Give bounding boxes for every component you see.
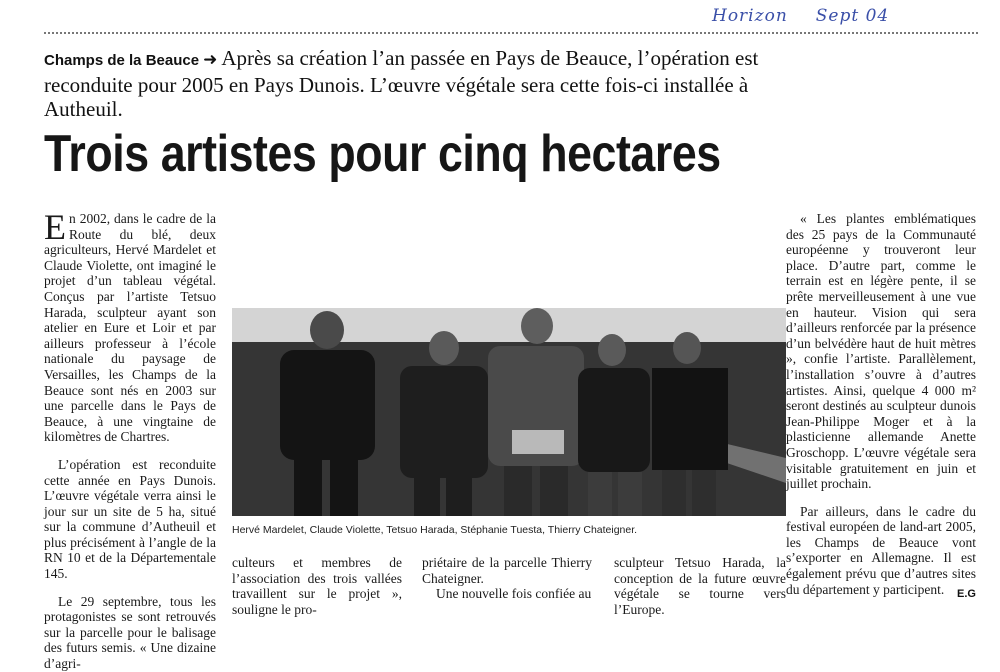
article-column-3 [422, 555, 592, 602]
article-column-4 [614, 555, 786, 617]
photo-caption: Hervé Mardelet, Claude Violette, Tetsuo Harada, Stéphanie Tuesta, Thierry Chateigner. [232, 524, 638, 536]
arrow-right-icon: ➜ [203, 50, 218, 70]
col1-paragraph-2: L’opération est reconduite cette année en Pays Dunois. L’œuvre végétale verra ainsi le jour sur un site de 5 ha, situé sur la commune d’Autheuil et plus précisément à l’angle de la RN 10 et de la Départementale 145. [44, 456, 216, 582]
col3-text-1: priétaire de la parcelle Thierry Chateigner. [422, 555, 592, 586]
kicker-text: Après sa création l’an passée en Pays de Beauce, l’opération est reconduite pour 2005 en Pays Dunois. L’œuvre végétale sera cette fois-ci installée à Autheuil. [44, 46, 759, 121]
handnote-publication: Horizon [712, 6, 788, 26]
article-column-2 [232, 555, 402, 617]
col2-text: culteurs et membres de l’association des trois vallées travaillent sur le projet », souligne le pro- [232, 555, 402, 617]
group-photo [232, 308, 786, 516]
handwritten-note [712, 6, 917, 26]
article-column-1 [44, 207, 216, 672]
drop-cap: E [44, 207, 66, 247]
col3-text-2: Une nouvelle fois confiée au [436, 586, 592, 602]
dotted-rule [44, 32, 978, 34]
handnote-date: Sept 04 [815, 6, 890, 26]
photo-illustration [232, 308, 786, 516]
col1-paragraph-1-text: n 2002, dans le cadre de la Route du blé, deux agriculteurs, Hervé Mardelet et Claude Violette, ont imaginé le projet d’un tableau végétal. Conçus par l’artiste Tetsuo Harada, sculpteur ayant son atelier en Eure et Loir et par ailleurs professeur à l’école nationale du paysage de Versailles, les Champs de la Beauce sont nés en 2003 sur une parcelle dans le Pays de Beauce, à une vingtaine de kilomètres de Chartres. [44, 211, 216, 445]
col1-paragraph-3: Le 29 septembre, tous les protagonistes se sont retrouvés sur la parcelle pour le balisage des futurs semis. « Une dizaine d’agri- [44, 593, 216, 672]
col5-paragraph-1: « Les plantes emblématiques des 25 pays de la Communauté européenne y trouveront leur place. D’autre part, comme le terrain est en légère pente, il se prête merveilleusement à une vue en hauteur. Vision qui sera d’ailleurs renforcée par la présence d’un belvédère haut de huit mètres », confie l’artiste. Parallèlement, l’installation s’ouvre à d’autres artistes. Ainsi, quelque 4 000 m² seront destinés au sculpteur dunois Jean-Philippe Moger et à la plasticienne allemande Anette Groschopp. L’œuvre végétale sera visitable gratuitement en juin et juillet prochain. [786, 211, 976, 492]
kicker-tag: Champs de la Beauce [44, 52, 200, 69]
headline: Trois artistes pour cinq hectares [44, 125, 721, 183]
article-column-5 [786, 211, 976, 597]
col4-text: sculpteur Tetsuo Harada, la conception de la future œuvre végétale se tourne vers l’Europe. [614, 555, 786, 617]
col5-paragraph-2: Par ailleurs, dans le cadre du festival européen de land-art 2005, les Champs de Beauce vont s’exporter en Allemagne. Il est également prévu que d’autres sites du département y participent. [786, 503, 976, 597]
col1-paragraph-1 [44, 207, 216, 445]
article-kicker [44, 46, 804, 121]
author-signature: E.G [957, 588, 976, 600]
